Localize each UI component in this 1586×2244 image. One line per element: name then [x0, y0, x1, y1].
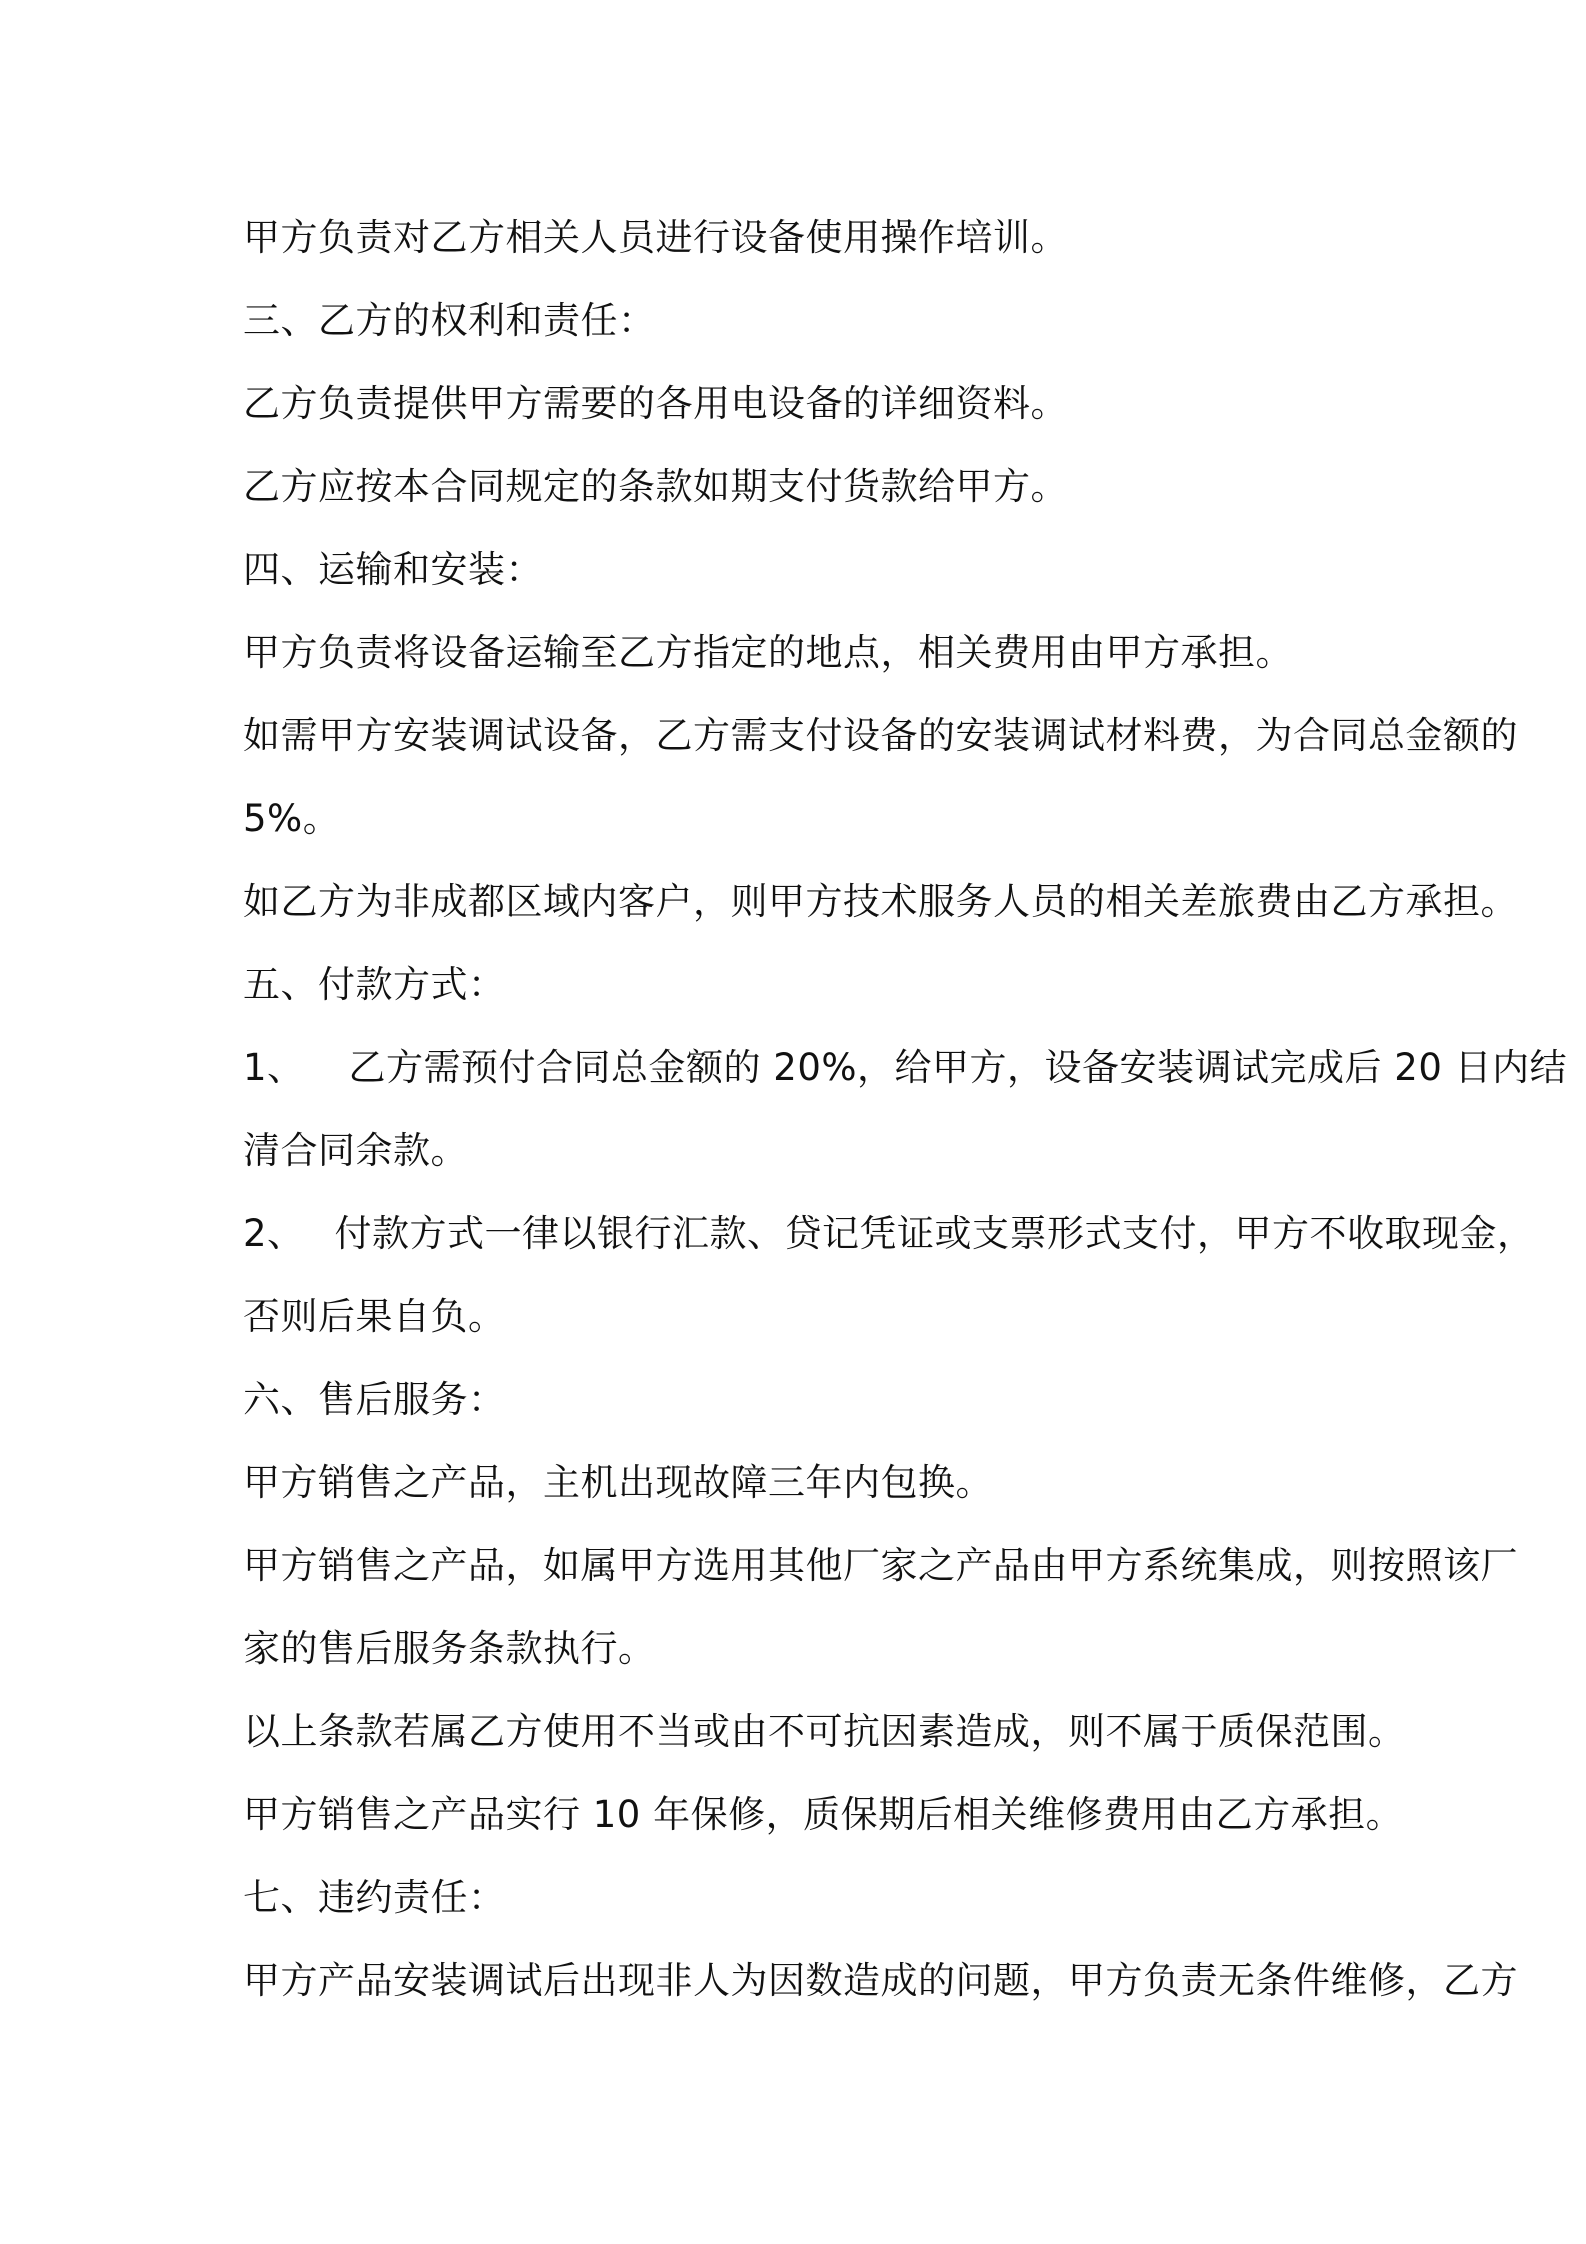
paragraph-third-party: 甲方销售之产品，如属甲方选用其他厂家之产品由甲方系统集成，则按照该厂 [243, 1544, 1518, 1587]
paragraph-replacement: 甲方销售之产品，主机出现故障三年内包换。 [243, 1461, 993, 1504]
list-item-1-cont: 清合同余款。 [243, 1129, 468, 1172]
paragraph-third-party-cont: 家的售后服务条款执行。 [243, 1627, 656, 1670]
paragraph-b-provide-info: 乙方负责提供甲方需要的各用电设备的详细资料。 [243, 382, 1068, 425]
paragraph-b-payment: 乙方应按本合同规定的条款如期支付货款给甲方。 [243, 465, 1068, 508]
paragraph-breach: 甲方产品安装调试后出现非人为因数造成的问题，甲方负责无条件维修，乙方 [243, 1959, 1518, 2002]
list-item-1 [243, 1026, 1568, 1109]
list-text-1: 乙方需预付合同总金额的 20%，给甲方，设备安装调试完成后 20 日内结 [348, 1046, 1568, 1089]
heading-after-sales: 六、售后服务： [243, 1378, 506, 1421]
heading-payment-method: 五、付款方式： [243, 963, 506, 1006]
paragraph-install-fee: 如需甲方安装调试设备，乙方需支付设备的安装调试材料费，为合同总金额的 [243, 714, 1518, 757]
heading-transport-install: 四、运输和安装： [243, 548, 543, 591]
heading-breach: 七、违约责任： [243, 1876, 506, 1919]
paragraph-warranty: 甲方销售之产品实行 10 年保修，质保期后相关维修费用由乙方承担。 [243, 1793, 1404, 1836]
paragraph-training: 甲方负责对乙方相关人员进行设备使用操作培训。 [243, 216, 1068, 259]
paragraph-exclusions: 以上条款若属乙方使用不当或由不可抗因素造成，则不属于质保范围。 [243, 1710, 1406, 1753]
list-item-2 [243, 1192, 1533, 1275]
list-number-2: 2、 [243, 1212, 305, 1255]
list-text-2: 付款方式一律以银行汇款、贷记凭证或支票形式支付，甲方不收取现金， [334, 1212, 1535, 1255]
paragraph-install-fee-cont: 5%。 [243, 797, 341, 840]
heading-party-b-rights: 三、乙方的权利和责任： [243, 299, 656, 342]
list-number-1: 1、 [243, 1046, 305, 1089]
document-body [243, 196, 1568, 2022]
list-item-2-cont: 否则后果自负。 [243, 1295, 506, 1338]
paragraph-transport: 甲方负责将设备运输至乙方指定的地点，相关费用由甲方承担。 [243, 631, 1293, 674]
paragraph-travel-cost: 如乙方为非成都区域内客户，则甲方技术服务人员的相关差旅费由乙方承担。 [243, 880, 1518, 923]
